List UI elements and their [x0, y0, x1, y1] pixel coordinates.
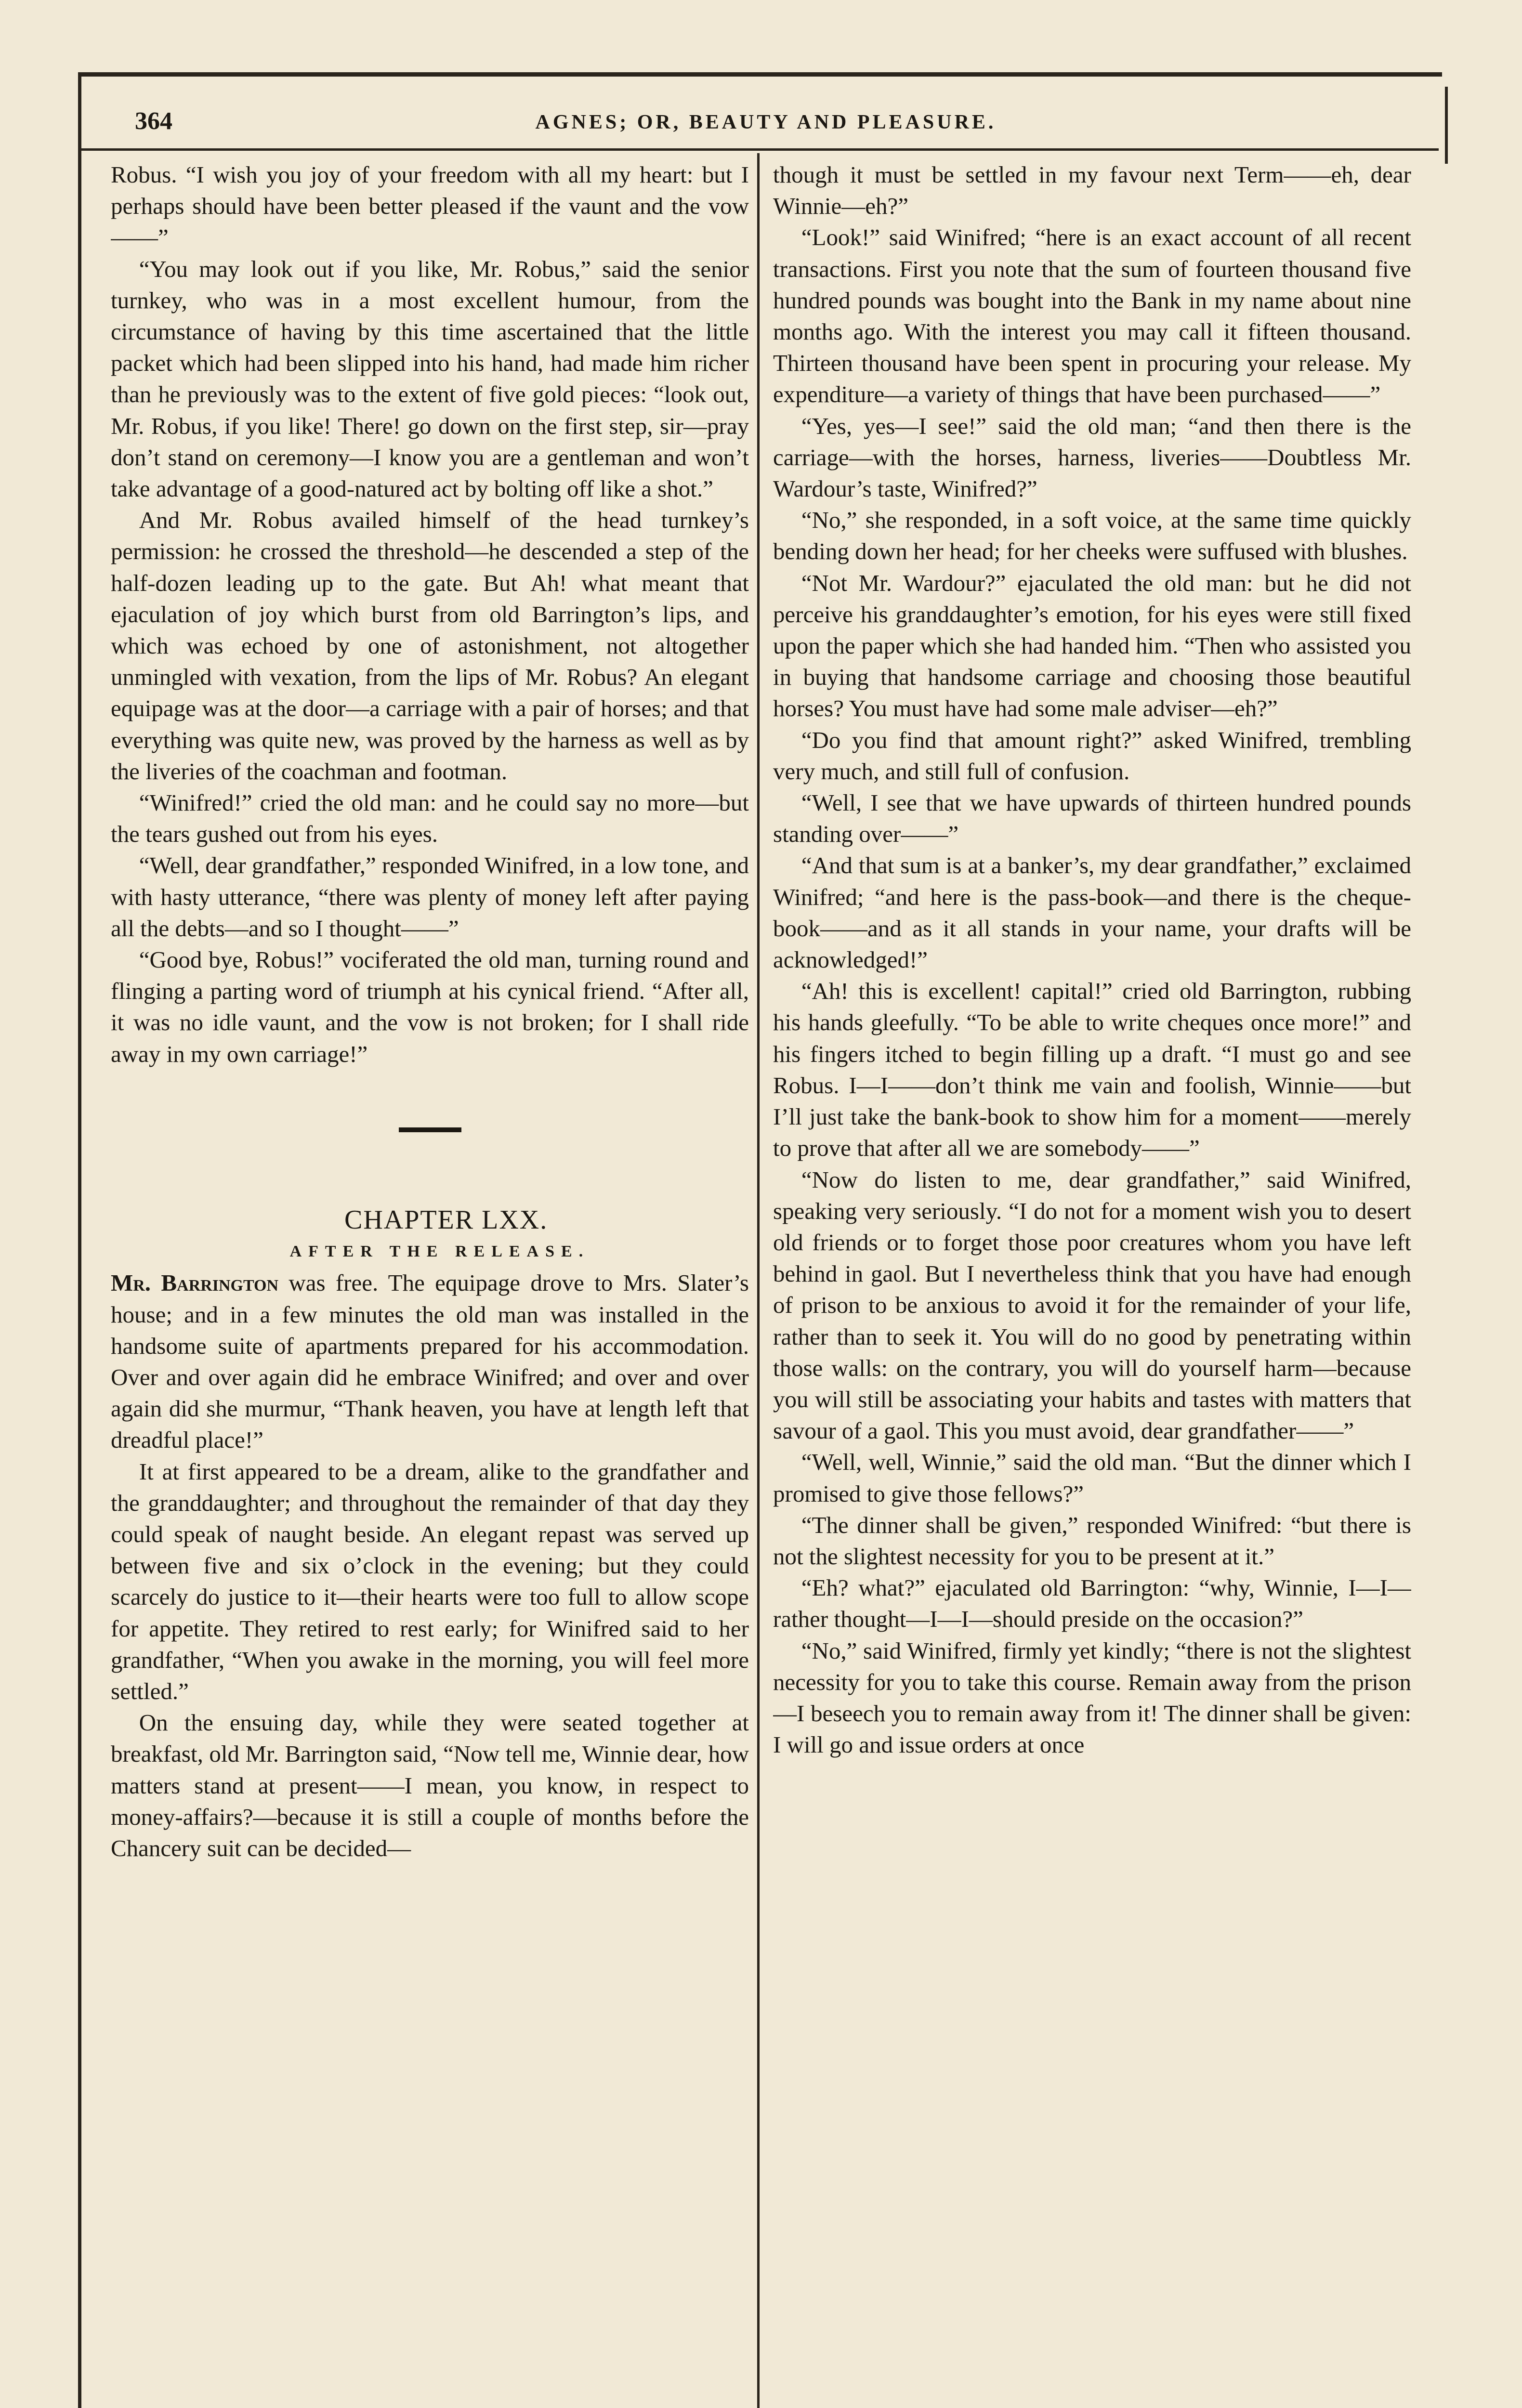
running-head: AGNES; OR, BEAUTY AND PLEASURE.	[535, 111, 997, 133]
paragraph: “Yes, yes—I see!” said the old man; “and then there is the carriage—with the horses, harness, liveries——Doubtless Mr. Wardour’s taste, Winifred?”	[773, 412, 1411, 502]
paragraph: “Eh? what?” ejaculated old Barrington: “why, Winnie, I—I—rather thought—I—I—should preside on the occasion?”	[773, 1574, 1411, 1633]
paragraph: And Mr. Robus availed himself of the head turnkey’s permission: he crossed the threshold—he descended a step of the half-dozen leading up to the gate. But Ah! what meant that ejaculation of joy which burst from old Barrington’s lips, and which was echoed by one of astonishment, not altogether unmingled with vexation, from the lips of Mr. Robus? An elegant equipage was at the door—a carriage with a pair of horses; and that everything was quite new, was proved by the harness as well as by the liveries of the coachman and footman.	[111, 507, 749, 785]
paragraph: Robus. “I wish you joy of your freedom with all my heart: but I perhaps should have been better pleased if the vaunt and the vow——”	[111, 161, 749, 251]
paragraph: “No,” said Winifred, firmly yet kindly; “there is not the slightest necessity for you to take this course. Remain away from the prison—I beseech you to remain away from it! The dinner shall be given: I will go and issue orders at once	[773, 1637, 1411, 1758]
paragraph: “Not Mr. Wardour?” ejaculated the old man: but he did not perceive his granddaughter’s emotion, for his eyes were still fixed upon the paper which she had handed him. “Then who assisted you in buying that handsome carriage and choosing those beautiful horses? You must have had some male adviser—eh?”	[773, 569, 1411, 722]
header-rule	[78, 148, 1439, 151]
paragraph: “Now do listen to me, dear grandfather,” said Winifred, speaking very seriously. “I do not for a moment wish you to desert old friends or to forget those poor creatures whom you have left behind in gaol. But I nevertheless think that you have had enough of prison to be anxious to avoid it for the remainder of your life, rather than to seek it. You will do no good by penetrating within those walls: on the contrary, you will do yourself harm—because you will still be associating your habits and tastes with matters that savour of a gaol. This you must avoid, dear grandfather——”	[773, 1166, 1411, 1444]
page-number: 364	[135, 107, 172, 135]
paragraph: “The dinner shall be given,” responded Winifred: “but there is not the slightest necessity for you to be present at it.”	[773, 1511, 1411, 1570]
paragraph: “Well, I see that we have upwards of thirteen hundred pounds standing over——”	[773, 789, 1411, 848]
chapter-divider	[399, 1127, 461, 1132]
paragraph: “Do you find that amount right?” asked Winifred, trembling very much, and still full of confusion.	[773, 726, 1411, 785]
paragraph: “And that sum is at a banker’s, my dear grandfather,” exclaimed Winifred; “and here is the pass-book—and there is the cheque-book——and as it all stands in your name, your drafts will be acknowledged!”	[773, 852, 1411, 973]
paragraph: “Ah! this is excellent! capital!” cried old Barrington, rubbing his hands gleefully. “To be able to write cheques once more!” and his fingers itched to begin filling up a draft. “I must go and see Robus. I—I——don’t think me vain and foolish, Winnie——but I’ll just take the bank-book to show him for a moment——merely to prove that after all we are somebody——”	[773, 978, 1411, 1162]
chapter-title: CHAPTER LXX.	[344, 1204, 548, 1235]
page-header	[96, 96, 1435, 144]
paragraph: “Look!” said Winifred; “here is an exact account of all recent transactions. First you note that the sum of fourteen thousand five hundred pounds was bought into the Bank in my name about nine months ago. With the interest you may call it fifteen thousand. Thirteen thousand have been spent in procuring your release. My expenditure—a variety of things that have been purchased——”	[773, 224, 1411, 408]
margin-mark	[1445, 87, 1448, 164]
paragraph: “Good bye, Robus!” vociferated the old man, turning round and flinging a parting word of triumph at his cynical friend. “After all, it was no idle vaunt, and the vow is not broken; for I shall ride away in my own carriage!”	[111, 946, 749, 1067]
paragraph: “You may look out if you like, Mr. Robus,” said the senior turnkey, who was in a most excellent humour, from the circumstance of having by this time ascertained that the little packet which had been slipped into his hand, had made him richer than he previously was to the extent of five gold pieces: “look out, Mr. Robus, if you like! There! go down on the first step, sir—pray don’t stand on ceremony—I know you are a gentleman and won’t take advantage of a good-natured act by bolting off like a shot.”	[111, 255, 749, 502]
paragraph: “Well, well, Winnie,” said the old man. “But the dinner which I promised to give those fellows?”	[773, 1449, 1411, 1507]
paragraph: On the ensuing day, while they were seated together at breakfast, old Mr. Barrington said, “Now tell me, Winnie dear, how matters stand at present——I mean, you know, in respect to money-affairs?—because it is still a couple of months before the Chancery suit can be decided—	[111, 1709, 749, 1861]
chapter-subtitle: AFTER THE RELEASE.	[289, 1243, 590, 1261]
opening-name: Mr. Barrington	[111, 1269, 279, 1296]
paragraph: “Well, dear grandfather,” responded Winifred, in a low tone, and with hasty utterance, “there was plenty of money left after paying all the debts—and so I thought——”	[111, 852, 749, 942]
paragraph: though it must be settled in my favour next Term——eh, dear Winnie—eh?”	[773, 161, 1411, 220]
left-column	[111, 159, 749, 2384]
chapter-opening-paragraph	[111, 1267, 749, 1455]
paragraph: “No,” she responded, in a soft voice, at the same time quickly bending down her head; for her cheeks were suffused with blushes.	[773, 507, 1411, 565]
paragraph: It at first appeared to be a dream, alike to the grandfather and the granddaughter; and throughout the remainder of that day they could speak of naught beside. An elegant repast was served up between five and six o’clock in the evening; but they could scarcely do justice to it—their hearts were too full to allow scope for appetite. They retired to rest early; for Winifred said to her grandfather, “When you awake in the morning, you will feel more settled.”	[111, 1458, 749, 1704]
opening-text: was free. The equipage drove to Mrs. Slater’s house; and in a few minutes the old man was installed in the handsome suite of apartments prepared for his accommodation. Over and over again did he embrace Winifred; and over and over again did she murmur, “Thank heaven, you have at length left that dreadful place!”	[111, 1269, 749, 1453]
right-column	[773, 159, 1411, 2384]
paragraph: “Winifred!” cried the old man: and he could say no more—but the tears gushed out from his eyes.	[111, 789, 749, 848]
column-rule	[757, 153, 760, 2408]
